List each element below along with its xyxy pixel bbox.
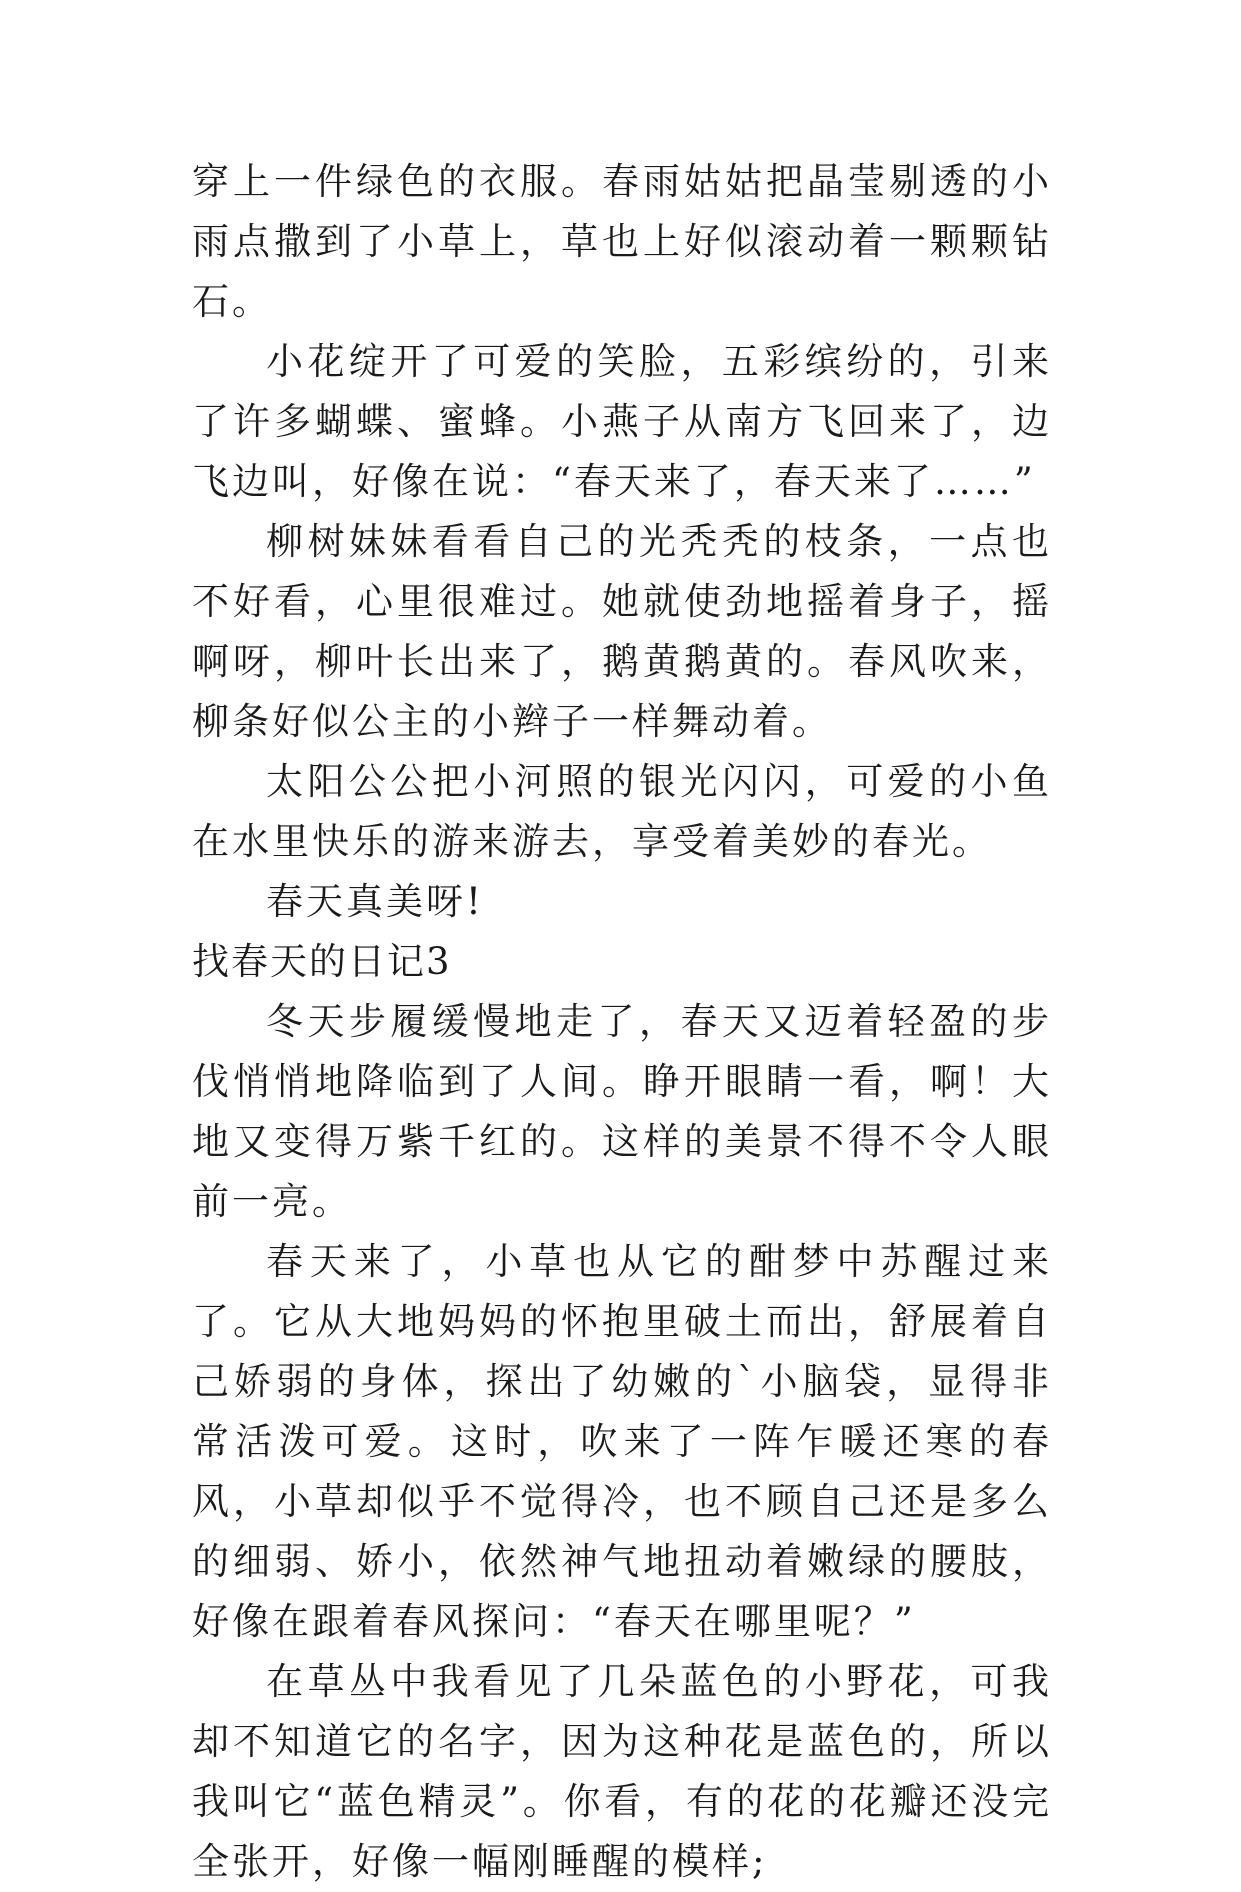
paragraph-continuation: 穿上一件绿色的衣服。春雨姑姑把晶莹剔透的小雨点撒到了小草上，草也上好似滚动着一颗颗钻石。 — [192, 160, 1052, 323]
paragraph-willow: 柳树妹妹看看自己的光秃秃的枝条，一点也不好看，心里很难过。她就使劲地摇着身子，摇啊呀，柳叶长出来了，鹅黄鹅黄的。春风吹来，柳条好似公主的小辫子一样舞动着。 — [192, 520, 1052, 743]
section-title: 找春天的日记3 — [192, 940, 452, 983]
paragraph-grass-awakens: 春天来了，小草也从它的酣梦中苏醒过来了。它从大地妈妈的怀抱里破土而出，舒展着自己娇弱的身体，探出了幼嫩的`小脑袋，显得非常活泼可爱。这时，吹来了一阵乍暖还寒的春风，小草却似乎不觉得冷，也不顾自己还是多么的细弱、娇小，依然神气地扭动着嫩绿的腰肢，好像在跟着春风探问：“春天在哪里呢？” — [192, 1240, 1052, 1643]
paragraph-sun-river: 太阳公公把小河照的银光闪闪，可爱的小鱼在水里快乐的游来游去，享受着美妙的春光。 — [192, 760, 1052, 863]
paragraph-spring-beautiful: 春天真美呀! — [266, 880, 484, 923]
paragraph-winter-leaves: 冬天步履缓慢地走了，春天又迈着轻盈的步伐悄悄地降临到了人间。睁开眼睛一看，啊！大地又变得万紫千红的。这样的美景不得不令人眼前一亮。 — [192, 1000, 1052, 1223]
document-body — [192, 152, 1052, 1892]
paragraph-blue-flowers: 在草丛中我看见了几朵蓝色的小野花，可我却不知道它的名字，因为这种花是蓝色的，所以我叫它“蓝色精灵”。你看，有的花的花瓣还没完全张开，好像一幅刚睡醒的模样; — [192, 1660, 1052, 1883]
paragraph-flowers: 小花绽开了可爱的笑脸，五彩缤纷的，引来了许多蝴蝶、蜜蜂。小燕子从南方飞回来了，边飞边叫，好像在说：“春天来了，春天来了……” — [192, 340, 1052, 503]
